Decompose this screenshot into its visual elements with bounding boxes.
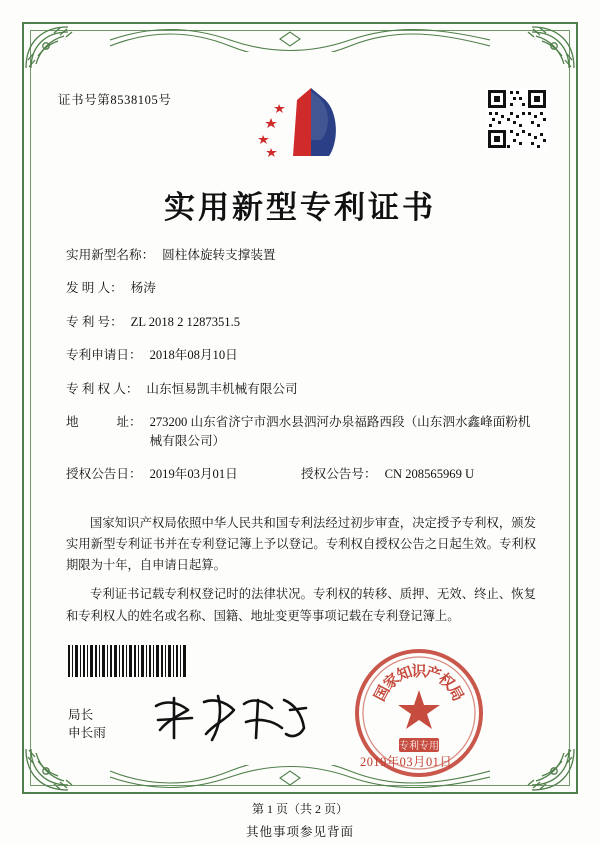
field-grant-date	[66, 465, 301, 484]
svg-text:专利专用: 专利专用	[399, 741, 439, 752]
svg-text:局: 局	[444, 683, 466, 705]
field-row-patent-number	[66, 313, 536, 332]
svg-text:家: 家	[381, 671, 404, 694]
seal-date: 2019年03月01日	[360, 755, 453, 769]
field-label: 专 利 号：	[66, 314, 123, 329]
field-row-application-date	[66, 346, 536, 365]
field-row-utility-model-name	[66, 246, 536, 265]
field-label: 地 址：	[66, 414, 142, 429]
footer-note: 其他事项参见背面	[245, 825, 354, 839]
field-value: 山东恒易凯丰机械有限公司	[146, 381, 298, 396]
page-title: 实用新型专利证书	[164, 190, 436, 225]
barcode-icon	[68, 645, 188, 677]
qr-code-icon	[486, 88, 548, 150]
certificate-number: 证书号第8538105号	[58, 93, 172, 107]
paragraph-2: 专利证书记载专利权登记时的法律状况。专利权的转移、质押、无效、终止、恢复和专利权人的姓名或名称、国籍、地址变更等事项记载在专利登记簿上。	[66, 587, 536, 623]
svg-text:识: 识	[411, 664, 427, 680]
field-label: 专利申请日：	[66, 348, 142, 363]
field-label: 专 利 权 人：	[66, 381, 139, 396]
field-value: 2019年03月01日	[149, 467, 238, 482]
edge-ornament-top	[110, 26, 490, 52]
paragraph-1: 国家知识产权局依照中华人民共和国专利法经过初步审查，决定授予专利权，颁发实用新型专利证书并在专利登记簿上予以登记。专利权自授权公告之日起生效。专利权期限为十年，自申请日起算。	[66, 516, 536, 573]
field-value: 圆柱体旋转支撑装置	[162, 248, 276, 262]
handwritten-signature-icon	[148, 690, 318, 746]
field-row-patentee	[66, 380, 536, 399]
field-value: 杨涛	[130, 281, 156, 296]
field-value: 2018年08月10日	[149, 348, 238, 363]
field-value: 273200 山东省济宁市泗水县泗河办泉福路西段（山东泗水鑫峰面粉机械有限公司）	[149, 414, 531, 448]
svg-text:产: 产	[423, 664, 443, 685]
field-label: 授权公告号：	[301, 467, 377, 482]
field-label: 发 明 人：	[66, 281, 123, 296]
field-grant-number	[301, 465, 536, 484]
legal-text	[66, 513, 536, 635]
field-list	[66, 246, 536, 492]
patent-office-emblem-icon	[255, 82, 347, 164]
field-row-inventor	[66, 279, 536, 298]
field-row-grant	[66, 465, 536, 484]
page-number: 第 1 页（共 2 页）	[251, 802, 348, 816]
field-row-address	[66, 413, 536, 451]
field-value: CN 208565969 U	[384, 467, 475, 482]
director-label: 局长	[68, 708, 94, 722]
field-label: 实用新型名称：	[66, 248, 155, 262]
svg-text:国: 国	[372, 683, 394, 705]
field-label: 授权公告日：	[66, 467, 142, 482]
director-name: 申长雨	[68, 726, 106, 740]
field-value: ZL 2018 2 1287351.5	[130, 314, 241, 329]
svg-text:权: 权	[434, 671, 457, 694]
svg-text:知: 知	[395, 664, 415, 685]
